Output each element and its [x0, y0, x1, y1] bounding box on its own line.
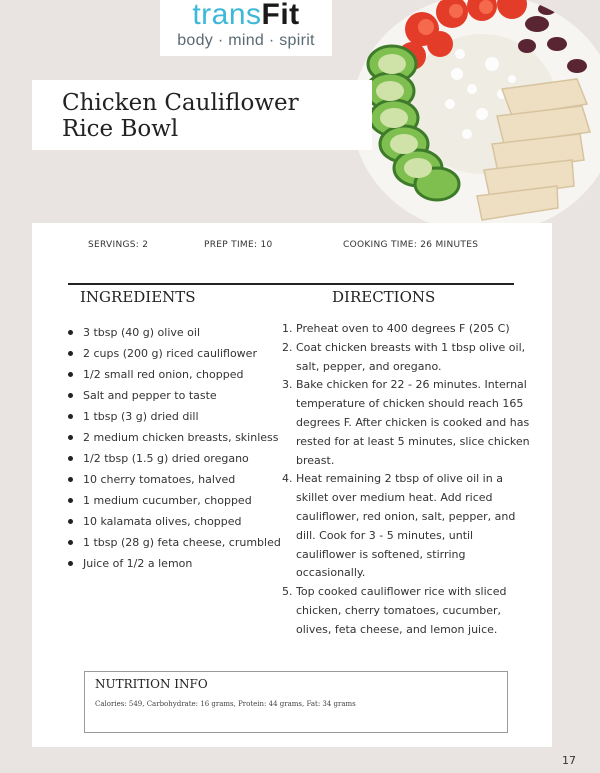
direction-step [282, 320, 536, 339]
nutrition-values: Calories: 549, Carbohydrate: 16 grams, Protein: 44 grams, Fat: 34 grams [95, 700, 356, 708]
food-bowl-photo [352, 0, 600, 234]
ingredient-item: 10 cherry tomatoes, halved [66, 469, 296, 490]
bowl-illustration [352, 0, 600, 234]
recipe-title-box [32, 80, 372, 150]
page-number: 17 [562, 754, 576, 767]
nutrition-heading: NUTRITION INFO [95, 677, 208, 691]
ingredients-heading: INGREDIENTS [80, 288, 196, 306]
step-text: Heat remaining 2 tbsp of olive oil in a skillet over medium heat. Add riced cauliflower, red onion, salt, pepper, and dill. Cook for 3 - 5 minutes, until cauliflower is softened, stirring occasionally. [296, 472, 516, 580]
directions-list [282, 320, 536, 640]
nutrition-box [84, 671, 508, 733]
brand-logo [160, 0, 332, 56]
step-text: Top cooked cauliflower rice with sliced chicken, cherry tomatoes, cucumber, olives, feta cheese, and lemon juice. [296, 585, 507, 636]
direction-step [282, 470, 536, 583]
directions-heading: DIRECTIONS [332, 288, 436, 306]
step-text: Preheat oven to 400 degrees F (205 C) [296, 322, 510, 335]
step-number: 5. [282, 585, 293, 599]
ingredient-item: 1/2 small red onion, chopped [66, 364, 296, 385]
ingredient-item: 1 medium cucumber, chopped [66, 490, 296, 511]
logo-trans: trans [192, 0, 262, 31]
logo-tagline: body · mind · spirit [177, 32, 315, 49]
cooking-time-label: COOKING TIME: 26 MINUTES [343, 240, 479, 250]
ingredient-item: 3 tbsp (40 g) olive oil [66, 322, 296, 343]
ingredient-item: 1 tbsp (3 g) dried dill [66, 406, 296, 427]
step-text: Bake chicken for 22 - 26 minutes. Internal temperature of chicken should reach 165 degrees F. After chicken is cooked and has rested for at least 5 minutes, slice chicken breast. [296, 378, 530, 467]
direction-step [282, 339, 536, 377]
ingredient-item: 1/2 tbsp (1.5 g) dried oregano [66, 448, 296, 469]
servings-label: SERVINGS: 2 [88, 240, 149, 250]
ingredient-item: Salt and pepper to taste [66, 385, 296, 406]
step-number: 1. [282, 322, 293, 335]
section-divider [68, 283, 514, 285]
recipe-title-line1: Chicken Cauliflower [62, 90, 299, 116]
ingredient-item: 1 tbsp (28 g) feta cheese, crumbled [66, 532, 296, 553]
step-number: 3. [282, 378, 293, 392]
recipe-card [32, 223, 552, 747]
step-number: 2. [282, 340, 293, 354]
direction-step [282, 376, 536, 470]
ingredients-list [66, 322, 296, 574]
ingredient-item: Juice of 1/2 a lemon [66, 553, 296, 574]
ingredient-item: 2 medium chicken breasts, skinless [66, 427, 296, 448]
step-number: 4. [282, 472, 293, 486]
direction-step [282, 583, 536, 639]
ingredient-item: 10 kalamata olives, chopped [66, 511, 296, 532]
logo-fit: Fit [261, 0, 300, 31]
recipe-title-line2: Rice Bowl [62, 116, 179, 142]
recipe-title [62, 90, 372, 142]
ingredient-item: 2 cups (200 g) riced cauliflower [66, 343, 296, 364]
step-text: Coat chicken breasts with 1 tbsp olive oil, salt, pepper, and oregano. [296, 340, 526, 373]
prep-time-label: PREP TIME: 10 [204, 240, 273, 250]
logo-wordmark [160, 0, 332, 30]
